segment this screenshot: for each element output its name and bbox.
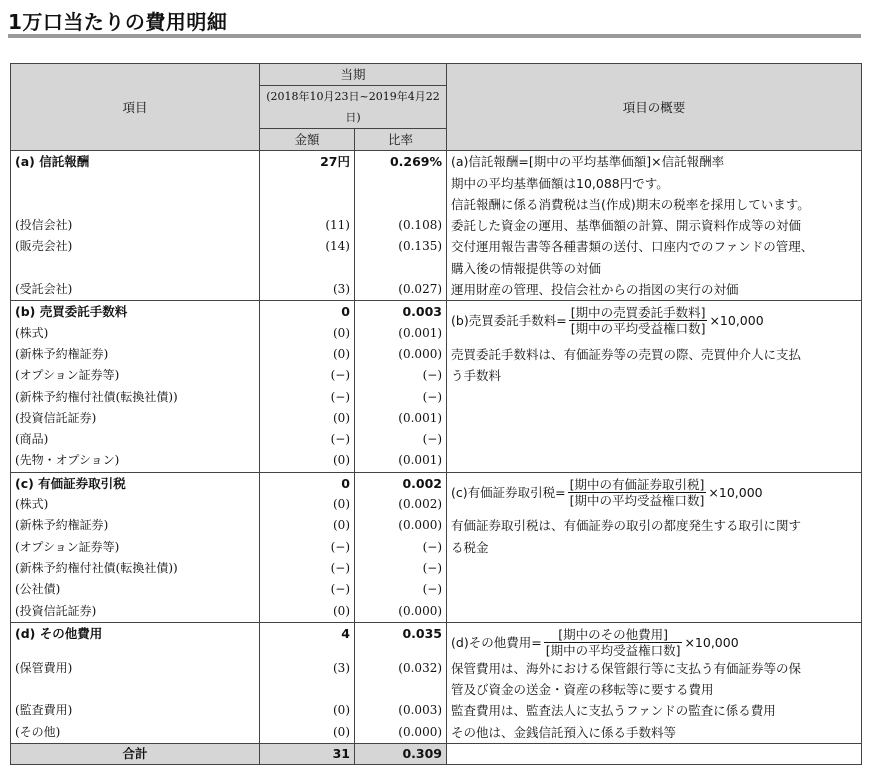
row-label: (新株予約権証券) bbox=[11, 515, 260, 536]
formula-cell bbox=[447, 622, 862, 658]
table-row bbox=[11, 700, 862, 721]
total-row bbox=[11, 744, 862, 765]
row-ratio: (0.001) bbox=[355, 323, 447, 344]
table-row bbox=[11, 658, 862, 679]
table-row bbox=[11, 258, 862, 279]
row-ratio: (0.032) bbox=[355, 658, 447, 679]
row-ratio: (0.027) bbox=[355, 279, 447, 301]
row-ratio: 0.002 bbox=[355, 472, 447, 494]
table-row bbox=[11, 515, 862, 536]
table-row bbox=[11, 558, 862, 579]
row-ratio: (0.000) bbox=[355, 344, 447, 365]
table-row bbox=[11, 722, 862, 744]
row-ratio: (−) bbox=[355, 579, 447, 600]
formula-prefix: (b)売買委託手数料= bbox=[451, 313, 567, 329]
table-row bbox=[11, 151, 862, 173]
row-label: (a) 信託報酬 bbox=[11, 151, 260, 173]
row-label: (投信会社) bbox=[11, 215, 260, 236]
row-label: (販売会社) bbox=[11, 236, 260, 257]
row-desc: その他は、金銭信託預入に係る手数料等 bbox=[447, 722, 862, 744]
row-desc: る税金 bbox=[447, 537, 862, 558]
formula-fraction bbox=[569, 305, 708, 336]
row-amount: (−) bbox=[260, 579, 355, 600]
row-amount: (0) bbox=[260, 323, 355, 344]
header-overview: 項目の概要 bbox=[447, 64, 862, 151]
header-amount: 金額 bbox=[260, 129, 355, 151]
row-amount: (−) bbox=[260, 429, 355, 450]
row-label: (b) 売買委託手数料 bbox=[11, 301, 260, 323]
table-row bbox=[11, 301, 862, 323]
formula-suffix: ×10,000 bbox=[684, 634, 739, 650]
row-amount: (−) bbox=[260, 365, 355, 386]
total-ratio: 0.309 bbox=[355, 744, 447, 765]
row-label: (株式) bbox=[11, 323, 260, 344]
table-row bbox=[11, 408, 862, 429]
formula-numerator: [期中の売買委託手数料] bbox=[570, 305, 706, 321]
row-amount: (−) bbox=[260, 537, 355, 558]
row-label: (新株予約権証券) bbox=[11, 344, 260, 365]
row-label: (その他) bbox=[11, 722, 260, 744]
row-desc: (a)信託報酬=[期中の平均基準価額]×信託報酬率 bbox=[447, 151, 862, 173]
row-amount: (0) bbox=[260, 344, 355, 365]
row-label: (新株予約権付社債(転換社債)) bbox=[11, 387, 260, 408]
row-amount: (0) bbox=[260, 515, 355, 536]
row-desc: 委託した資金の運用、基準価額の計算、開示資料作成等の対価 bbox=[447, 215, 862, 236]
row-desc: 購入後の情報提供等の対価 bbox=[447, 258, 862, 279]
formula-denominator: [期中の平均受益権口数] bbox=[545, 642, 681, 658]
row-ratio: (0.001) bbox=[355, 408, 447, 429]
row-ratio: 0.035 bbox=[355, 622, 447, 658]
formula bbox=[451, 623, 857, 658]
row-amount: 0 bbox=[260, 301, 355, 323]
row-ratio: (0.000) bbox=[355, 722, 447, 744]
formula-cell bbox=[447, 472, 862, 515]
row-label: (d) その他費用 bbox=[11, 622, 260, 658]
row-label: (商品) bbox=[11, 429, 260, 450]
row-ratio: (0.135) bbox=[355, 236, 447, 257]
total-amount: 31 bbox=[260, 744, 355, 765]
formula-denominator: [期中の平均受益権口数] bbox=[570, 321, 706, 337]
row-label: (投資信託証券) bbox=[11, 601, 260, 623]
total-label: 合計 bbox=[11, 744, 260, 765]
formula-prefix: (d)その他費用= bbox=[451, 634, 542, 650]
row-label: (受託会社) bbox=[11, 279, 260, 301]
table-row bbox=[11, 236, 862, 257]
row-amount: 27円 bbox=[260, 151, 355, 173]
table-row bbox=[11, 622, 862, 658]
row-desc: 運用財産の管理、投信会社からの指図の実行の対価 bbox=[447, 279, 862, 301]
table-row bbox=[11, 387, 862, 408]
row-amount: (3) bbox=[260, 658, 355, 679]
row-label: (オプション証券等) bbox=[11, 365, 260, 386]
row-amount: (−) bbox=[260, 558, 355, 579]
formula bbox=[451, 301, 857, 336]
table-row bbox=[11, 450, 862, 472]
row-label: (c) 有価証券取引税 bbox=[11, 472, 260, 494]
formula-numerator: [期中の有価証券取引税] bbox=[569, 476, 705, 492]
table-row bbox=[11, 429, 862, 450]
table-row bbox=[11, 679, 862, 700]
row-label: (先物・オプション) bbox=[11, 450, 260, 472]
row-label: (オプション証券等) bbox=[11, 537, 260, 558]
row-amount: 4 bbox=[260, 622, 355, 658]
header-ratio: 比率 bbox=[355, 129, 447, 151]
row-amount: (11) bbox=[260, 215, 355, 236]
header-range: (2018年10月23日~2019年4月22日) bbox=[260, 86, 447, 129]
formula-prefix: (c)有価証券取引税= bbox=[451, 484, 566, 500]
row-amount: (3) bbox=[260, 279, 355, 301]
formula-suffix: ×10,000 bbox=[709, 313, 764, 329]
formula bbox=[451, 473, 857, 508]
row-desc: 有価証券取引税は、有価証券の取引の都度発生する取引に関す bbox=[447, 515, 862, 536]
row-ratio: (−) bbox=[355, 365, 447, 386]
row-desc: う手数料 bbox=[447, 365, 862, 386]
expense-table bbox=[10, 63, 862, 765]
row-amount: 0 bbox=[260, 472, 355, 494]
table-row bbox=[11, 601, 862, 623]
formula-cell bbox=[447, 301, 862, 344]
formula-fraction bbox=[568, 477, 707, 508]
row-ratio: 0.003 bbox=[355, 301, 447, 323]
row-label: (新株予約権付社債(転換社債)) bbox=[11, 558, 260, 579]
row-ratio: (0.003) bbox=[355, 700, 447, 721]
title-underline bbox=[8, 34, 861, 38]
header-period: 当期 bbox=[260, 64, 447, 86]
page-title: 1万口当たりの費用明細 bbox=[8, 10, 228, 34]
row-desc: 信託報酬に係る消費税は当(作成)期末の税率を採用しています。 bbox=[447, 194, 862, 215]
row-amount: (0) bbox=[260, 722, 355, 744]
row-desc: 期中の平均基準価額は10,088円です。 bbox=[447, 173, 862, 194]
row-label: (株式) bbox=[11, 494, 260, 515]
row-ratio: (−) bbox=[355, 429, 447, 450]
formula-denominator: [期中の平均受益権口数] bbox=[569, 492, 705, 508]
row-ratio: (0.000) bbox=[355, 601, 447, 623]
row-ratio: (−) bbox=[355, 387, 447, 408]
table-row bbox=[11, 215, 862, 236]
row-ratio: (0.108) bbox=[355, 215, 447, 236]
row-desc: 売買委託手数料は、有価証券等の売買の際、売買仲介人に支払 bbox=[447, 344, 862, 365]
row-label: (公社債) bbox=[11, 579, 260, 600]
row-amount: (0) bbox=[260, 601, 355, 623]
row-ratio: (−) bbox=[355, 537, 447, 558]
formula-numerator: [期中のその他費用] bbox=[544, 627, 683, 643]
row-ratio: (0.002) bbox=[355, 494, 447, 515]
formula-fraction bbox=[544, 627, 683, 658]
row-ratio: 0.269% bbox=[355, 151, 447, 173]
row-desc: 保管費用は、海外における保管銀行等に支払う有価証券等の保 bbox=[447, 658, 862, 679]
row-amount: (14) bbox=[260, 236, 355, 257]
row-ratio: (0.001) bbox=[355, 450, 447, 472]
row-desc: 監査費用は、監査法人に支払うファンドの監査に係る費用 bbox=[447, 700, 862, 721]
row-amount: (0) bbox=[260, 408, 355, 429]
table-row bbox=[11, 579, 862, 600]
row-amount: (−) bbox=[260, 387, 355, 408]
table-row bbox=[11, 344, 862, 365]
row-ratio: (0.000) bbox=[355, 515, 447, 536]
row-amount: (0) bbox=[260, 494, 355, 515]
table-row bbox=[11, 472, 862, 494]
row-desc: 管及び資金の送金・資産の移転等に要する費用 bbox=[447, 679, 862, 700]
row-amount: (0) bbox=[260, 700, 355, 721]
row-ratio: (−) bbox=[355, 558, 447, 579]
row-label: (保管費用) bbox=[11, 658, 260, 679]
table-row bbox=[11, 537, 862, 558]
row-amount: (0) bbox=[260, 450, 355, 472]
formula-suffix: ×10,000 bbox=[708, 484, 763, 500]
table-row bbox=[11, 194, 862, 215]
table-row bbox=[11, 365, 862, 386]
row-desc: 交付運用報告書等各種書類の送付、口座内でのファンドの管理、 bbox=[447, 236, 862, 257]
table-row bbox=[11, 173, 862, 194]
header-item: 項目 bbox=[11, 64, 260, 151]
row-label: (監査費用) bbox=[11, 700, 260, 721]
table-row bbox=[11, 279, 862, 301]
row-label: (投資信託証券) bbox=[11, 408, 260, 429]
